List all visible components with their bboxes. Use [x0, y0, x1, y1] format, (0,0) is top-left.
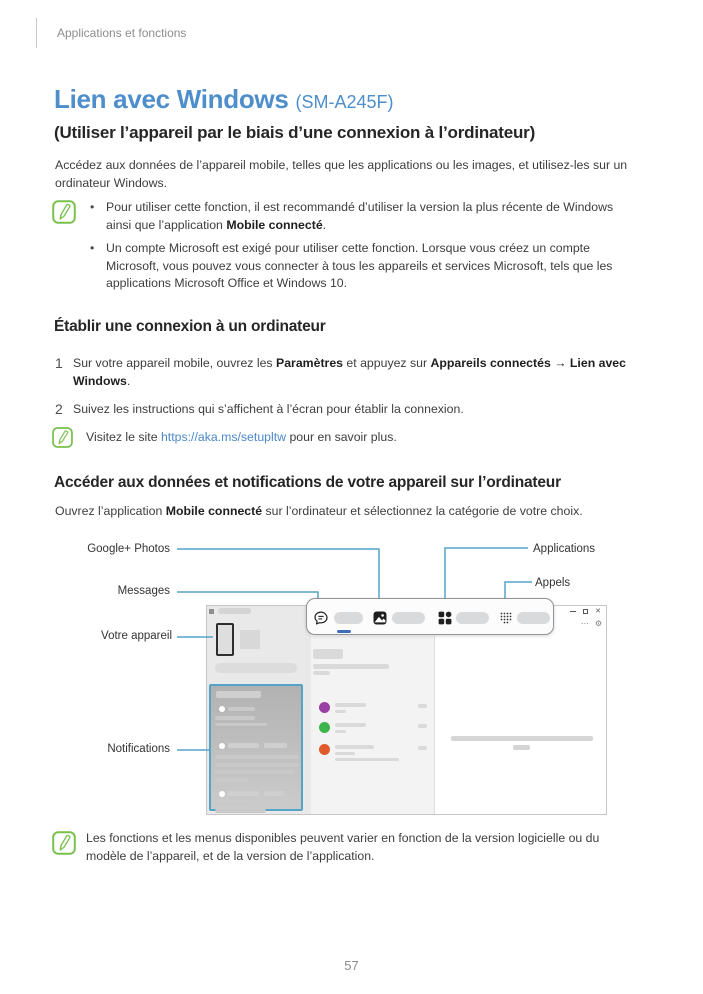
section-heading-connexion: Établir une connexion à un ordinateur — [54, 318, 326, 335]
text-line-placeholder — [335, 710, 346, 713]
notif-line — [215, 763, 299, 767]
text-segment: . — [322, 217, 327, 232]
dialpad-dots-icon — [500, 612, 512, 624]
text-segment-bold: Mobile connecté — [226, 217, 323, 232]
text-line-placeholder — [335, 723, 366, 727]
text-segment: Ouvrez l’application — [55, 504, 166, 518]
page-title-model: (SM-A245F) — [295, 92, 394, 112]
line-appels — [505, 582, 532, 599]
maximize-icon — [583, 609, 588, 614]
label-appels: Appels — [535, 577, 571, 589]
notifications-panel — [209, 684, 303, 811]
column-divider — [434, 636, 435, 814]
note-top-bullet-2: • Un compte Microsoft est exigé pour utiliser cette fonction. Lorsque vous créez un compte Microsoft, vous pouvez vous connecter à tous les appareils et services Microsoft, tels que les applications Microsoft Office et Windows 10. — [90, 240, 626, 293]
tab-label-placeholder — [392, 612, 425, 624]
open-app-paragraph — [55, 503, 655, 521]
active-tab-indicator — [337, 630, 351, 633]
text-segment: et appuyez sur — [343, 356, 431, 370]
label-votre-appareil: Votre appareil — [101, 630, 172, 642]
notif-header-placeholder — [216, 691, 261, 698]
text-segment: pour en savoir plus. — [286, 430, 397, 444]
sidebar-placeholder — [215, 663, 297, 673]
note-top-bullet-1 — [90, 199, 626, 234]
notif-app-dot — [219, 743, 225, 749]
text-line-placeholder — [335, 703, 366, 707]
conversation-avatar-green — [319, 722, 330, 733]
notif-line — [215, 755, 299, 759]
note-pencil-icon — [52, 427, 73, 448]
step-number: 1 — [55, 355, 63, 371]
notif-line — [264, 791, 284, 796]
text-segment: . — [126, 373, 131, 388]
notif-line — [215, 723, 267, 726]
minimize-icon — [570, 611, 576, 612]
messages-header-placeholder — [313, 649, 343, 659]
page-title-main: Lien avec Windows — [54, 84, 289, 114]
notif-line — [215, 802, 251, 806]
empty-state-line — [513, 745, 530, 750]
note-bottom: Les fonctions et les menus disponibles peuvent varier en fonction de la version logicielle ou du modèle de l’appareil, et de la version de l’application. — [86, 831, 600, 863]
notif-app-dot — [219, 791, 225, 797]
timestamp-placeholder — [418, 724, 427, 728]
settings-gear-icon: ⚙ — [594, 619, 602, 628]
notif-line — [215, 716, 255, 720]
conversation-avatar-purple — [319, 702, 330, 713]
text-segment-bold: Lien avec Windows — [73, 356, 626, 388]
tab-label-placeholder — [517, 612, 550, 624]
line-messages — [177, 592, 318, 599]
section-heading-acceder: Accéder aux données et notifications de votre appareil sur l’ordinateur — [54, 474, 561, 491]
setup-note — [86, 429, 626, 447]
app-title-placeholder — [218, 608, 251, 614]
label-notifications: Notifications — [107, 743, 170, 755]
notif-line — [215, 778, 248, 782]
text-line-placeholder — [335, 730, 346, 733]
notif-line — [228, 743, 259, 748]
photos-icon — [373, 611, 387, 625]
label-applications: Applications — [533, 543, 596, 555]
apps-grid-icon — [438, 611, 452, 625]
timestamp-placeholder — [418, 746, 427, 750]
conversation-avatar-orange — [319, 744, 330, 755]
note-pencil-icon — [52, 200, 76, 224]
step-1-text — [73, 355, 639, 390]
notif-line — [215, 809, 266, 813]
text-segment: Visitez le site — [86, 430, 161, 444]
setup-link[interactable]: https://aka.ms/setupltw — [160, 430, 287, 444]
text-line-placeholder — [335, 745, 374, 749]
text-line-placeholder — [335, 758, 399, 761]
notif-line — [228, 791, 259, 796]
toolbar-zoom-callout — [306, 598, 554, 635]
text-segment: sur l’ordinateur et sélectionnez la catégorie de votre choix. — [262, 504, 583, 518]
text-segment: Sur votre appareil mobile, ouvrez les — [73, 356, 276, 370]
window-controls — [570, 609, 601, 614]
tab-label-placeholder — [456, 612, 489, 624]
line-applications — [445, 548, 528, 599]
text-line-placeholder — [335, 752, 355, 755]
step-1 — [55, 355, 640, 390]
label-google-photos: Google+ Photos — [87, 543, 170, 555]
arrow-glyph: → — [550, 356, 570, 370]
step-2 — [55, 401, 640, 419]
page-title — [54, 84, 394, 115]
timestamp-placeholder — [418, 704, 427, 708]
app-logo-icon — [209, 609, 214, 614]
line-google-photos — [177, 549, 379, 599]
step-number: 2 — [55, 401, 63, 417]
text-segment-bold: Appareils connectés — [430, 356, 551, 370]
text-line-placeholder — [313, 671, 330, 675]
breadcrumb: Applications et fonctions — [57, 26, 187, 40]
more-icon: ⋯ — [580, 619, 589, 628]
notif-line — [264, 743, 287, 748]
close-icon: ✕ — [595, 608, 601, 615]
annotated-screenshot-diagram — [0, 535, 703, 827]
phone-link-app-window — [206, 605, 607, 815]
label-messages: Messages — [117, 585, 170, 597]
tab-label-placeholder — [334, 612, 363, 624]
notif-app-dot — [219, 706, 225, 712]
step-2-text: Suivez les instructions qui s’affichent à l’écran pour établir la connexion. — [73, 402, 464, 416]
text-segment-bold: Mobile connecté — [165, 504, 263, 518]
notif-line — [228, 707, 255, 711]
window-secondary-controls — [581, 619, 602, 628]
breadcrumb-rule — [36, 18, 37, 48]
phone-icon — [216, 623, 234, 656]
intro-paragraph: Accédez aux données de l’appareil mobile, telles que les applications ou les images, et utilisez-les sur un ordinateur Windows. — [55, 158, 628, 190]
notif-line — [215, 770, 295, 774]
note-pencil-icon — [52, 831, 76, 855]
page-number: 57 — [344, 958, 359, 973]
page-subtitle: (Utiliser l’appareil par le biais d’une connexion à l’ordinateur) — [54, 123, 536, 142]
text-line-placeholder — [313, 664, 389, 669]
device-info-placeholder — [240, 630, 260, 649]
messages-icon — [313, 610, 329, 626]
text-segment: Pour utiliser cette fonction, il est recommandé d’utiliser la version la plus récente de Windows ainsi que l’application — [106, 200, 614, 232]
empty-state-line — [451, 736, 593, 741]
text-segment-bold: Paramètres — [276, 356, 343, 370]
note-top — [90, 199, 626, 299]
